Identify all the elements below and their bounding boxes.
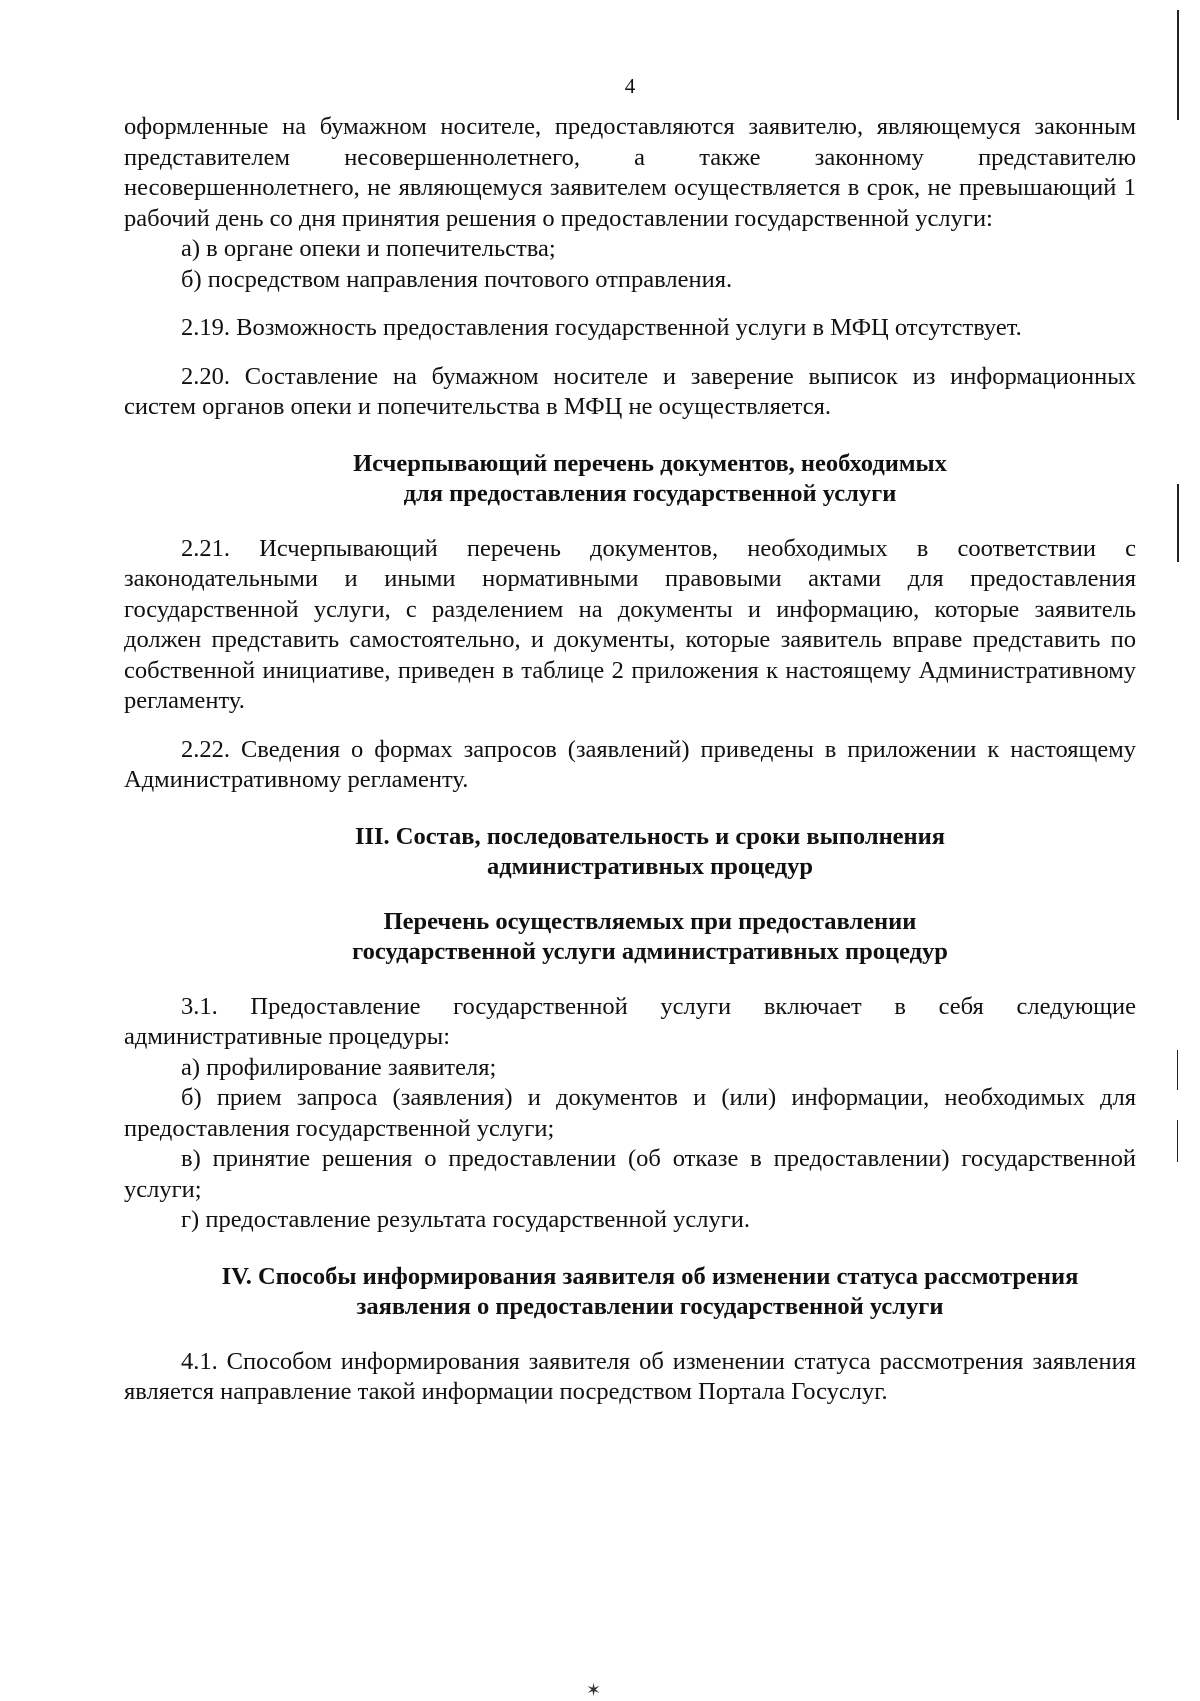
- list-item-3-b: б) прием запроса (заявления) и документов и (или) информации, необходимых для предоставления государственной услуги;: [124, 1084, 1136, 1142]
- paragraph-2-19: 2.19. Возможность предоставления государственной услуги в МФЦ отсутствует.: [181, 314, 1022, 341]
- list-item-3-a: а) профилирование заявителя;: [181, 1053, 497, 1081]
- scan-margin-line: [1177, 10, 1179, 120]
- paragraph-2-22: 2.22. Сведения о формах запросов (заявлений) приведены в приложении к настоящему Административному регламенту.: [124, 735, 1136, 793]
- document-body: [124, 112, 1136, 1408]
- scan-margin-line: [1177, 1050, 1178, 1090]
- paragraph-4-1: 4.1. Способом информирования заявителя об изменении статуса рассмотрения заявления является направление такой информации посредством Портала Госуслуг.: [124, 1347, 1136, 1405]
- subsection-heading-procedures-line2: государственной услуги административных процедур: [352, 938, 948, 965]
- paragraph-2-20: 2.20. Составление на бумажном носителе и заверение выписок из информационных систем органов опеки и попечительства в МФЦ не осуществляется.: [124, 362, 1136, 420]
- section-heading-iv-line1: IV. Способы информирования заявителя об изменении статуса рассмотрения: [221, 1262, 1079, 1290]
- paragraph-2-21: 2.21. Исчерпывающий перечень документов, необходимых в соответствии с законодательными и иными нормативными правовыми актами для предоставления государственной услуги, с разделением на документы и информацию, которые заявитель должен представить самостоятельно, и документы, которые заявитель вправе представить по собственной инициативе, приведен в таблице 2 приложения к настоящему Административному регламенту.: [124, 534, 1136, 714]
- list-item-a: а) в органе опеки и попечительства;: [181, 235, 556, 262]
- section-heading-iv-line2: заявления о предоставлении государственной услуги: [356, 1293, 944, 1320]
- scan-margin-line: [1177, 484, 1179, 562]
- list-item-3-g: г) предоставление результата государственной услуги.: [181, 1206, 750, 1233]
- section-heading-documents-line1: Исчерпывающий перечень документов, необходимых: [353, 449, 947, 477]
- scan-smudge-icon: ✶: [586, 1680, 602, 1700]
- section-heading-documents-line2: для предоставления государственной услуги: [403, 480, 897, 507]
- scan-margin-line: [1177, 1120, 1178, 1162]
- subsection-heading-procedures-line1: Перечень осуществляемых при предоставлении: [383, 907, 917, 935]
- list-item-3-v: в) принятие решения о предоставлении (об отказе в предоставлении) государственной услуги;: [124, 1145, 1136, 1203]
- section-heading-iii-line1: III. Состав, последовательность и сроки выполнения: [354, 822, 946, 850]
- list-item-b: б) посредством направления почтового отправления.: [181, 265, 733, 293]
- paragraph-3-1: 3.1. Предоставление государственной услуги включает в себя следующие административные процедуры:: [124, 992, 1136, 1050]
- paragraph-intro: оформленные на бумажном носителе, предоставляются заявителю, являющемуся законным представителем несовершеннолетнего, а также законному представителю несовершеннолетнего, не являющемуся заявителем осуществляется в срок, не превышающий 1 рабочий день со дня принятия решения о предоставлении государственной услуги:: [124, 113, 1136, 232]
- page-number: 4: [624, 74, 636, 98]
- section-heading-iii-line2: административных процедур: [486, 853, 814, 880]
